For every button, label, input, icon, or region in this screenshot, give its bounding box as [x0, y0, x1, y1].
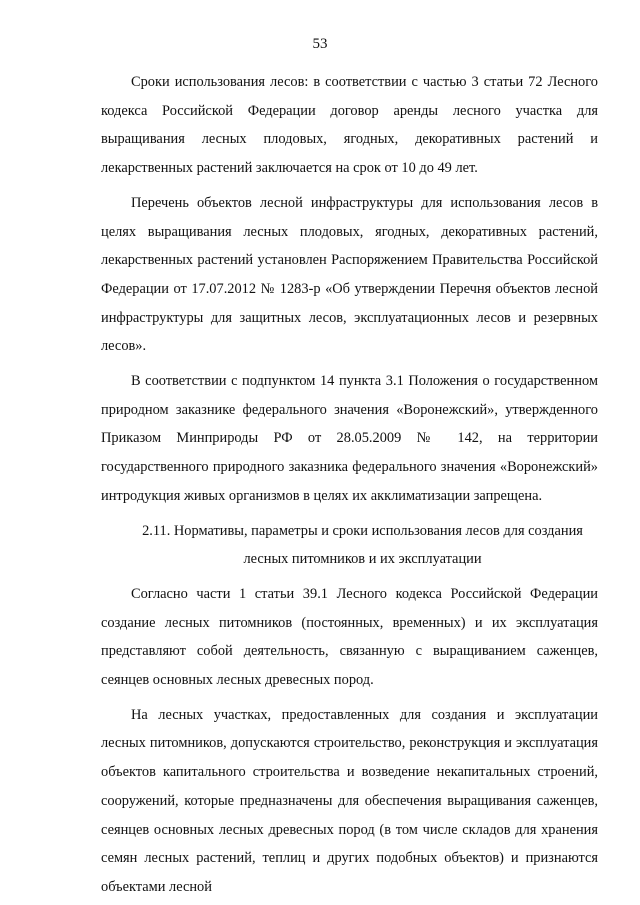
document-body	[101, 68, 598, 902]
paragraph-infrastructure-list: Перечень объектов лесной инфраструктуры для использования лесов в целях выращивания лесных плодовых, ягодных, декоративных растений, лекарственных растений установлен Распоряжением Правительства Российской Федерации от 17.07.2012 № 1283-р «Об утверждении Перечня объектов лесной инфраструктуры для защитных лесов, эксплуатационных лесов и резервных лесов».	[101, 194, 598, 355]
paragraph-reserve-regulation: В соответствии с подпунктом 14 пункта 3.1 Положения о государственном природном заказнике федерального значения «Воронежский», утвержденного Приказом Минприроды РФ от 28.05.2009 № 142, на территории государственного природного заказника федерального значения «Воронежский» интродукция живых организмов в целях их акклиматизации запрещена.	[101, 373, 598, 504]
paragraph-nursery-definition: Согласно части 1 статьи 39.1 Лесного кодекса Российской Федерации создание лесных питомников (постоянных, временных) и их эксплуатация представляют собой деятельность, связанную с выращиванием саженцев, сеянцев основных лесных древесных пород.	[101, 585, 598, 689]
paragraph-nursery-construction: На лесных участках, предоставленных для создания и эксплуатации лесных питомников, допускаются строительство, реконструкция и эксплуатация объектов капитального строительства и возведение некапитальных строений, сооружений, которые предназначены для обеспечения выращивания саженцев, сеянцев основных лесных древесных пород (в том числе складов для хранения семян лесных растений, теплиц и других подобных объектов) и признаются объектами лесной	[101, 706, 598, 895]
page-number: 53	[312, 36, 328, 52]
section-heading: 2.11. Нормативы, параметры и сроки использования лесов для создания лесных питомников и их эксплуатации	[142, 522, 583, 568]
paragraph-lease-terms: Сроки использования лесов: в соответствии с частью 3 статьи 72 Лесного кодекса Российской Федерации договор аренды лесного участка для выращивания лесных плодовых, ягодных, декоративных растений и лекарственных растений заключается на срок от 10 до 49 лет.	[101, 74, 598, 177]
